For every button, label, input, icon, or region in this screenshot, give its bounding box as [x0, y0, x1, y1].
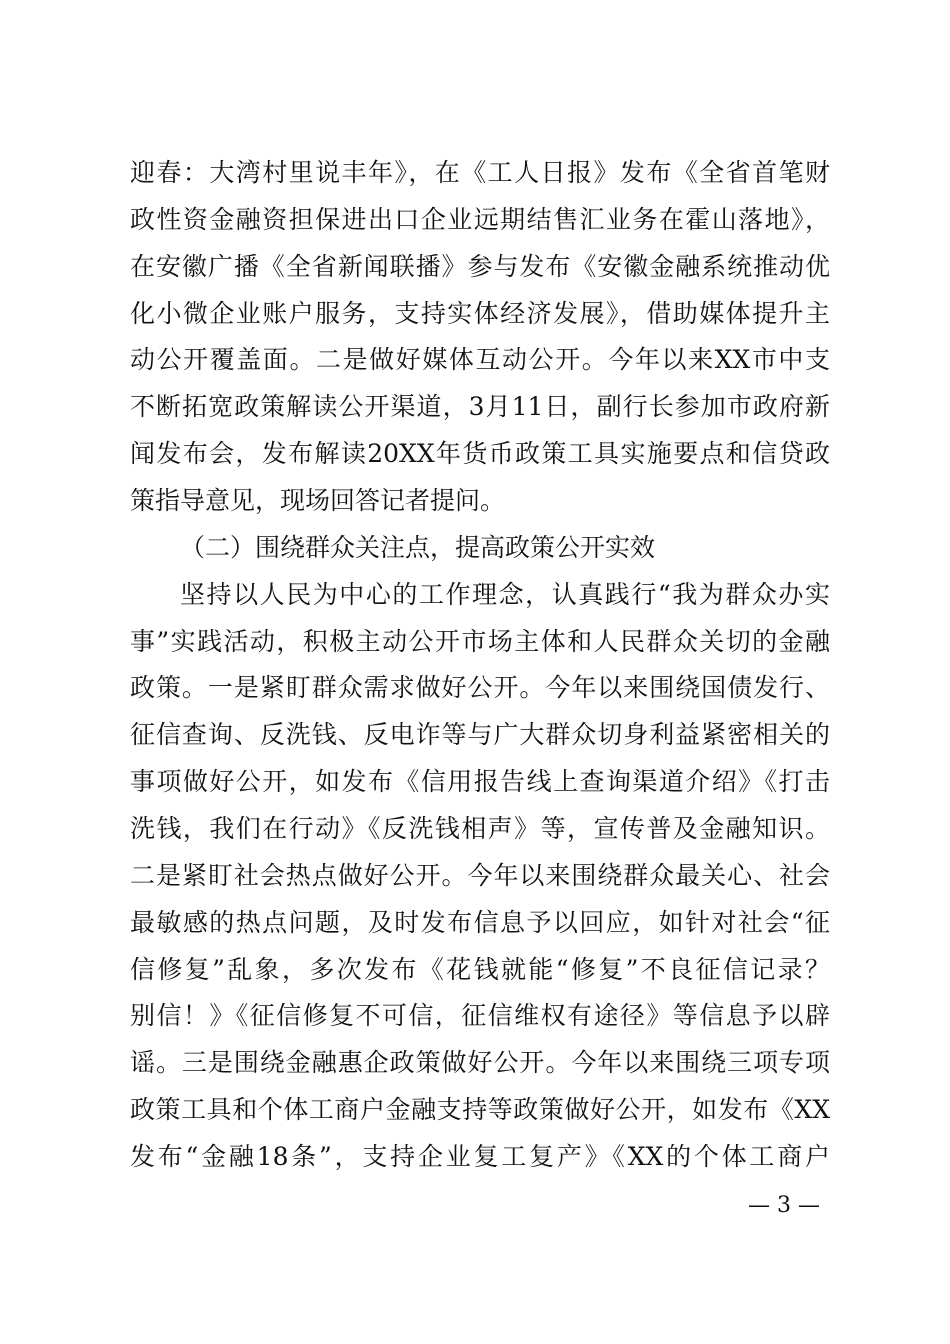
body-line: 政策。一是紧盯群众需求做好公开。今年以来围绕国债发行、 — [130, 673, 830, 702]
body-line: 策指导意见，现场回答记者提问。 — [130, 486, 506, 515]
body-line: 坚持以人民为中心的工作理念，认真践行“我为群众办实 — [180, 580, 830, 609]
body-line: 事项做好公开，如发布《信用报告线上查询渠道介绍》《打击 — [130, 767, 830, 796]
body-line: 二是紧盯社会热点做好公开。今年以来围绕群众最关心、社会 — [130, 861, 830, 890]
body-line: 信修复”乱象，多次发布《花钱就能“修复”不良征信记录？ — [130, 955, 830, 984]
body-line: 政策工具和个体工商户金融支持等政策做好公开，如发布《XX — [130, 1095, 830, 1124]
body-line: 政性资金融资担保进出口企业远期结售汇业务在霍山落地》， — [130, 205, 830, 234]
body-line: 不断拓宽政策解读公开渠道，3月11日，副行长参加市政府新 — [130, 392, 830, 421]
page-number: — 3 — — [748, 1193, 820, 1218]
body-line: 谣。三是围绕金融惠企政策做好公开。今年以来围绕三项专项 — [130, 1048, 830, 1077]
body-line: 事”实践活动，积极主动公开市场主体和人民群众关切的金融 — [130, 627, 830, 656]
body-line: 最敏感的热点问题，及时发布信息予以回应，如针对社会“征 — [130, 908, 830, 937]
body-line: 发布“金融18条”，支持企业复工复产》《XX的个体工商户 — [130, 1142, 830, 1171]
body-line: 在安徽广播《全省新闻联播》参与发布《安徽金融系统推动优 — [130, 252, 830, 281]
body-line: 动公开覆盖面。二是做好媒体互动公开。今年以来XX市中支 — [130, 345, 830, 374]
section-heading: （二）围绕群众关注点，提高政策公开实效 — [180, 533, 656, 562]
body-line: 洗钱，我们在行动》《反洗钱相声》等，宣传普及金融知识。 — [130, 814, 830, 843]
body-line: 征信查询、反洗钱、反电诈等与广大群众切身利益紧密相关的 — [130, 720, 830, 749]
body-line: 迎春：大湾村里说丰年》，在《工人日报》发布《全省首笔财 — [130, 158, 830, 187]
body-line: 化小微企业账户服务，支持实体经济发展》，借助媒体提升主 — [130, 299, 830, 328]
body-line: 闻发布会，发布解读20XX年货币政策工具实施要点和信贷政 — [130, 439, 830, 468]
body-line: 别信！》《征信修复不可信，征信维权有途径》等信息予以辟 — [130, 1001, 830, 1030]
